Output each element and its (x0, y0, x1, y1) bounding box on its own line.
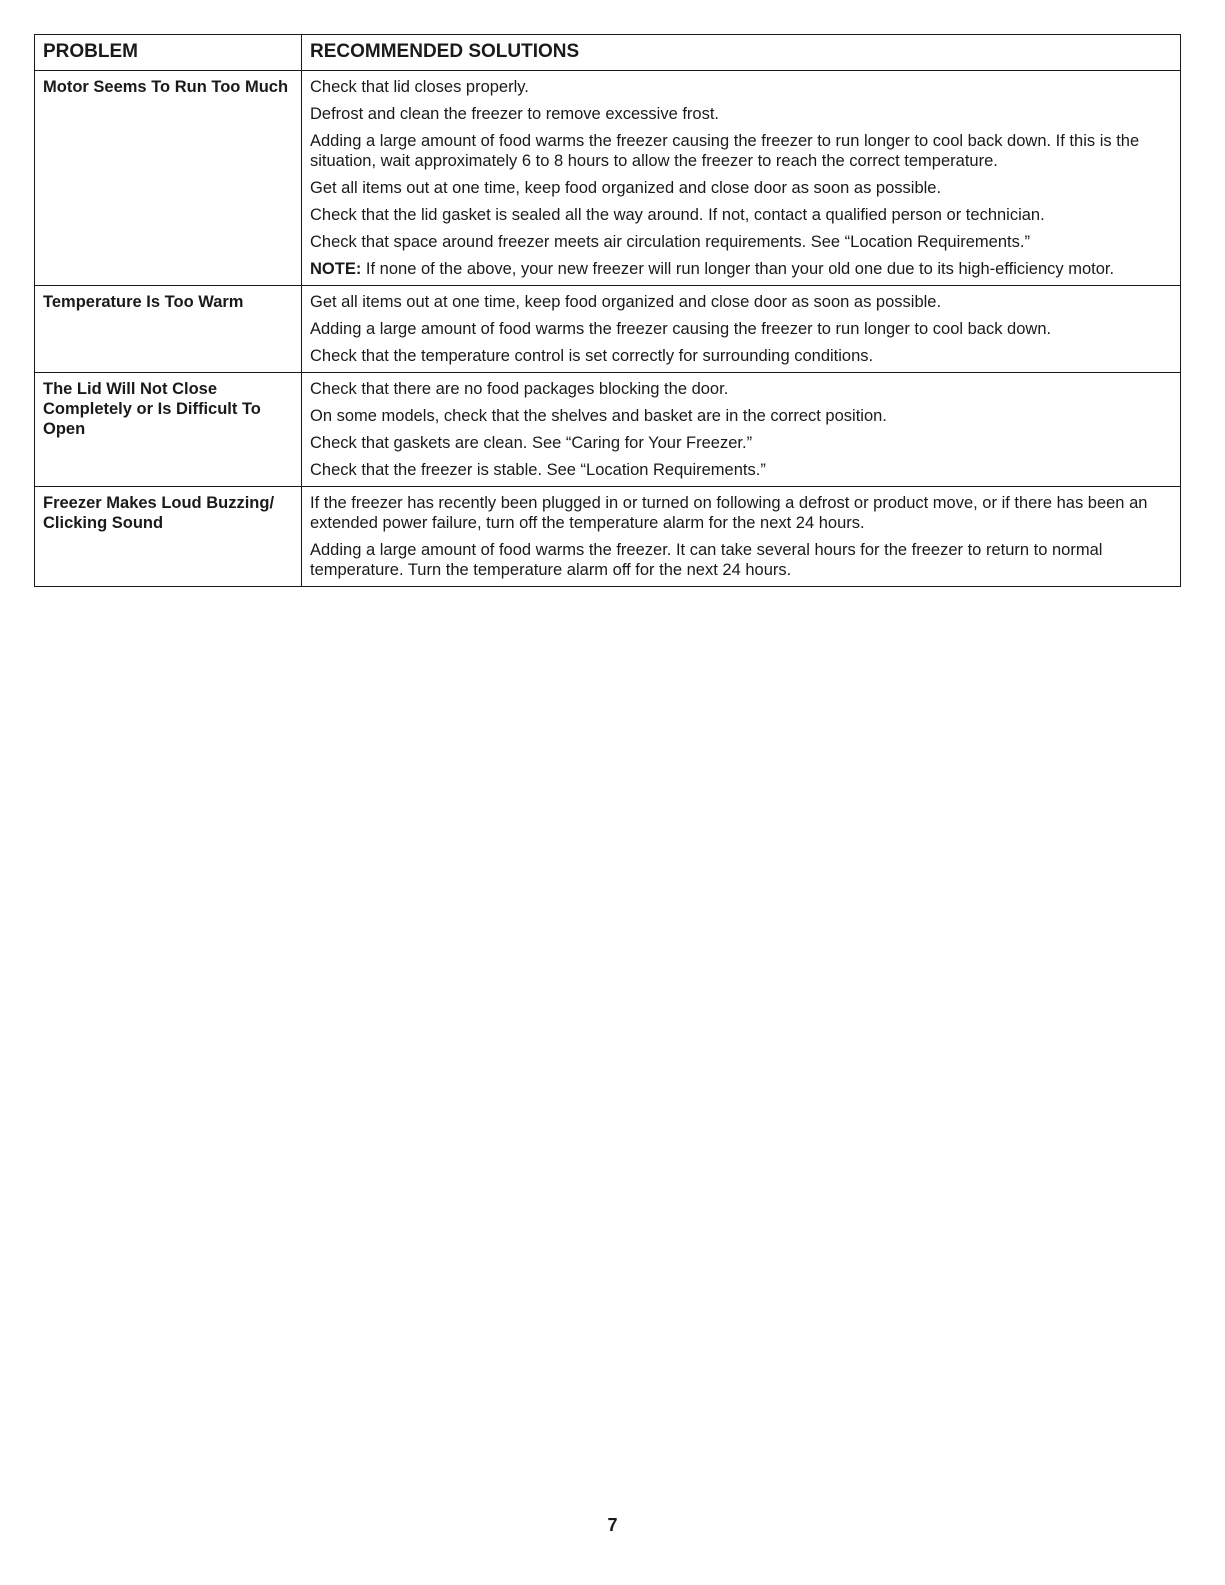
solutions-cell (302, 286, 1181, 373)
solution-item (310, 540, 1172, 580)
problem-cell: Motor Seems To Run Too Much (35, 71, 302, 286)
solution-text: Check that there are no food packages blocking the door. (310, 380, 729, 398)
solution-text: Check that the lid gasket is sealed all the way around. If not, contact a qualified person or technician. (310, 206, 1045, 224)
solution-item (310, 346, 1172, 366)
solution-item (310, 493, 1172, 533)
problem-cell: Temperature Is Too Warm (35, 286, 302, 373)
table-row (35, 487, 1181, 587)
solution-text: Adding a large amount of food warms the freezer causing the freezer to run longer to cool back down. (310, 320, 1052, 338)
solution-text: Check that gaskets are clean. See “Caring for Your Freezer.” (310, 434, 753, 452)
solutions-column-header: RECOMMENDED SOLUTIONS (302, 35, 1181, 71)
solutions-cell (302, 487, 1181, 587)
solution-text: Check that space around freezer meets air circulation requirements. See “Location Requirements.” (310, 233, 1030, 251)
problem-cell: The Lid Will Not Close Completely or Is Difficult To Open (35, 373, 302, 487)
table-row (35, 286, 1181, 373)
solutions-cell (302, 373, 1181, 487)
solution-text: If the freezer has recently been plugged in or turned on following a defrost or product move, or if there has been an extended power failure, turn off the temperature alarm for the next 24 hours. (310, 494, 1148, 532)
solution-text: Get all items out at one time, keep food organized and close door as soon as possible. (310, 293, 942, 311)
solution-item (310, 406, 1172, 426)
solution-text: Check that the temperature control is set correctly for surrounding conditions. (310, 347, 874, 365)
solution-item (310, 232, 1172, 252)
solution-text: Get all items out at one time, keep food organized and close door as soon as possible. (310, 179, 942, 197)
page-number: 7 (607, 1515, 618, 1535)
solution-text: Adding a large amount of food warms the freezer. It can take several hours for the freezer to return to normal temperature. Turn the temperature alarm off for the next 24 hours. (310, 541, 1103, 579)
solution-text: If none of the above, your new freezer will run longer than your old one due to its high-efficiency motor. (361, 260, 1115, 278)
table-body (35, 71, 1181, 587)
solution-item (310, 433, 1172, 453)
solution-text: Adding a large amount of food warms the freezer causing the freezer to run longer to cool back down. If this is the situation, wait approximately 6 to 8 hours to allow the freezer to reach the correct temperature. (310, 132, 1140, 170)
solution-item (310, 379, 1172, 399)
solution-text: Check that the freezer is stable. See “Location Requirements.” (310, 461, 766, 479)
solution-text: Check that lid closes properly. (310, 78, 529, 96)
solution-item (310, 460, 1172, 480)
solution-item (310, 292, 1172, 312)
problem-column-header: PROBLEM (35, 35, 302, 71)
note-label: NOTE: (310, 260, 362, 278)
solution-text: Defrost and clean the freezer to remove excessive frost. (310, 105, 720, 123)
table-row (35, 71, 1181, 286)
table-header-row (35, 35, 1181, 71)
solution-item (310, 319, 1172, 339)
troubleshooting-table (34, 34, 1181, 587)
solutions-cell (302, 71, 1181, 286)
problem-cell: Freezer Makes Loud Buzzing/ Clicking Sound (35, 487, 302, 587)
solution-item (310, 205, 1172, 225)
solution-item (310, 131, 1172, 171)
solution-item (310, 104, 1172, 124)
solution-text: On some models, check that the shelves and basket are in the correct position. (310, 407, 887, 425)
table-row (35, 373, 1181, 487)
solution-item (310, 259, 1172, 279)
solution-item (310, 178, 1172, 198)
solution-item (310, 77, 1172, 97)
